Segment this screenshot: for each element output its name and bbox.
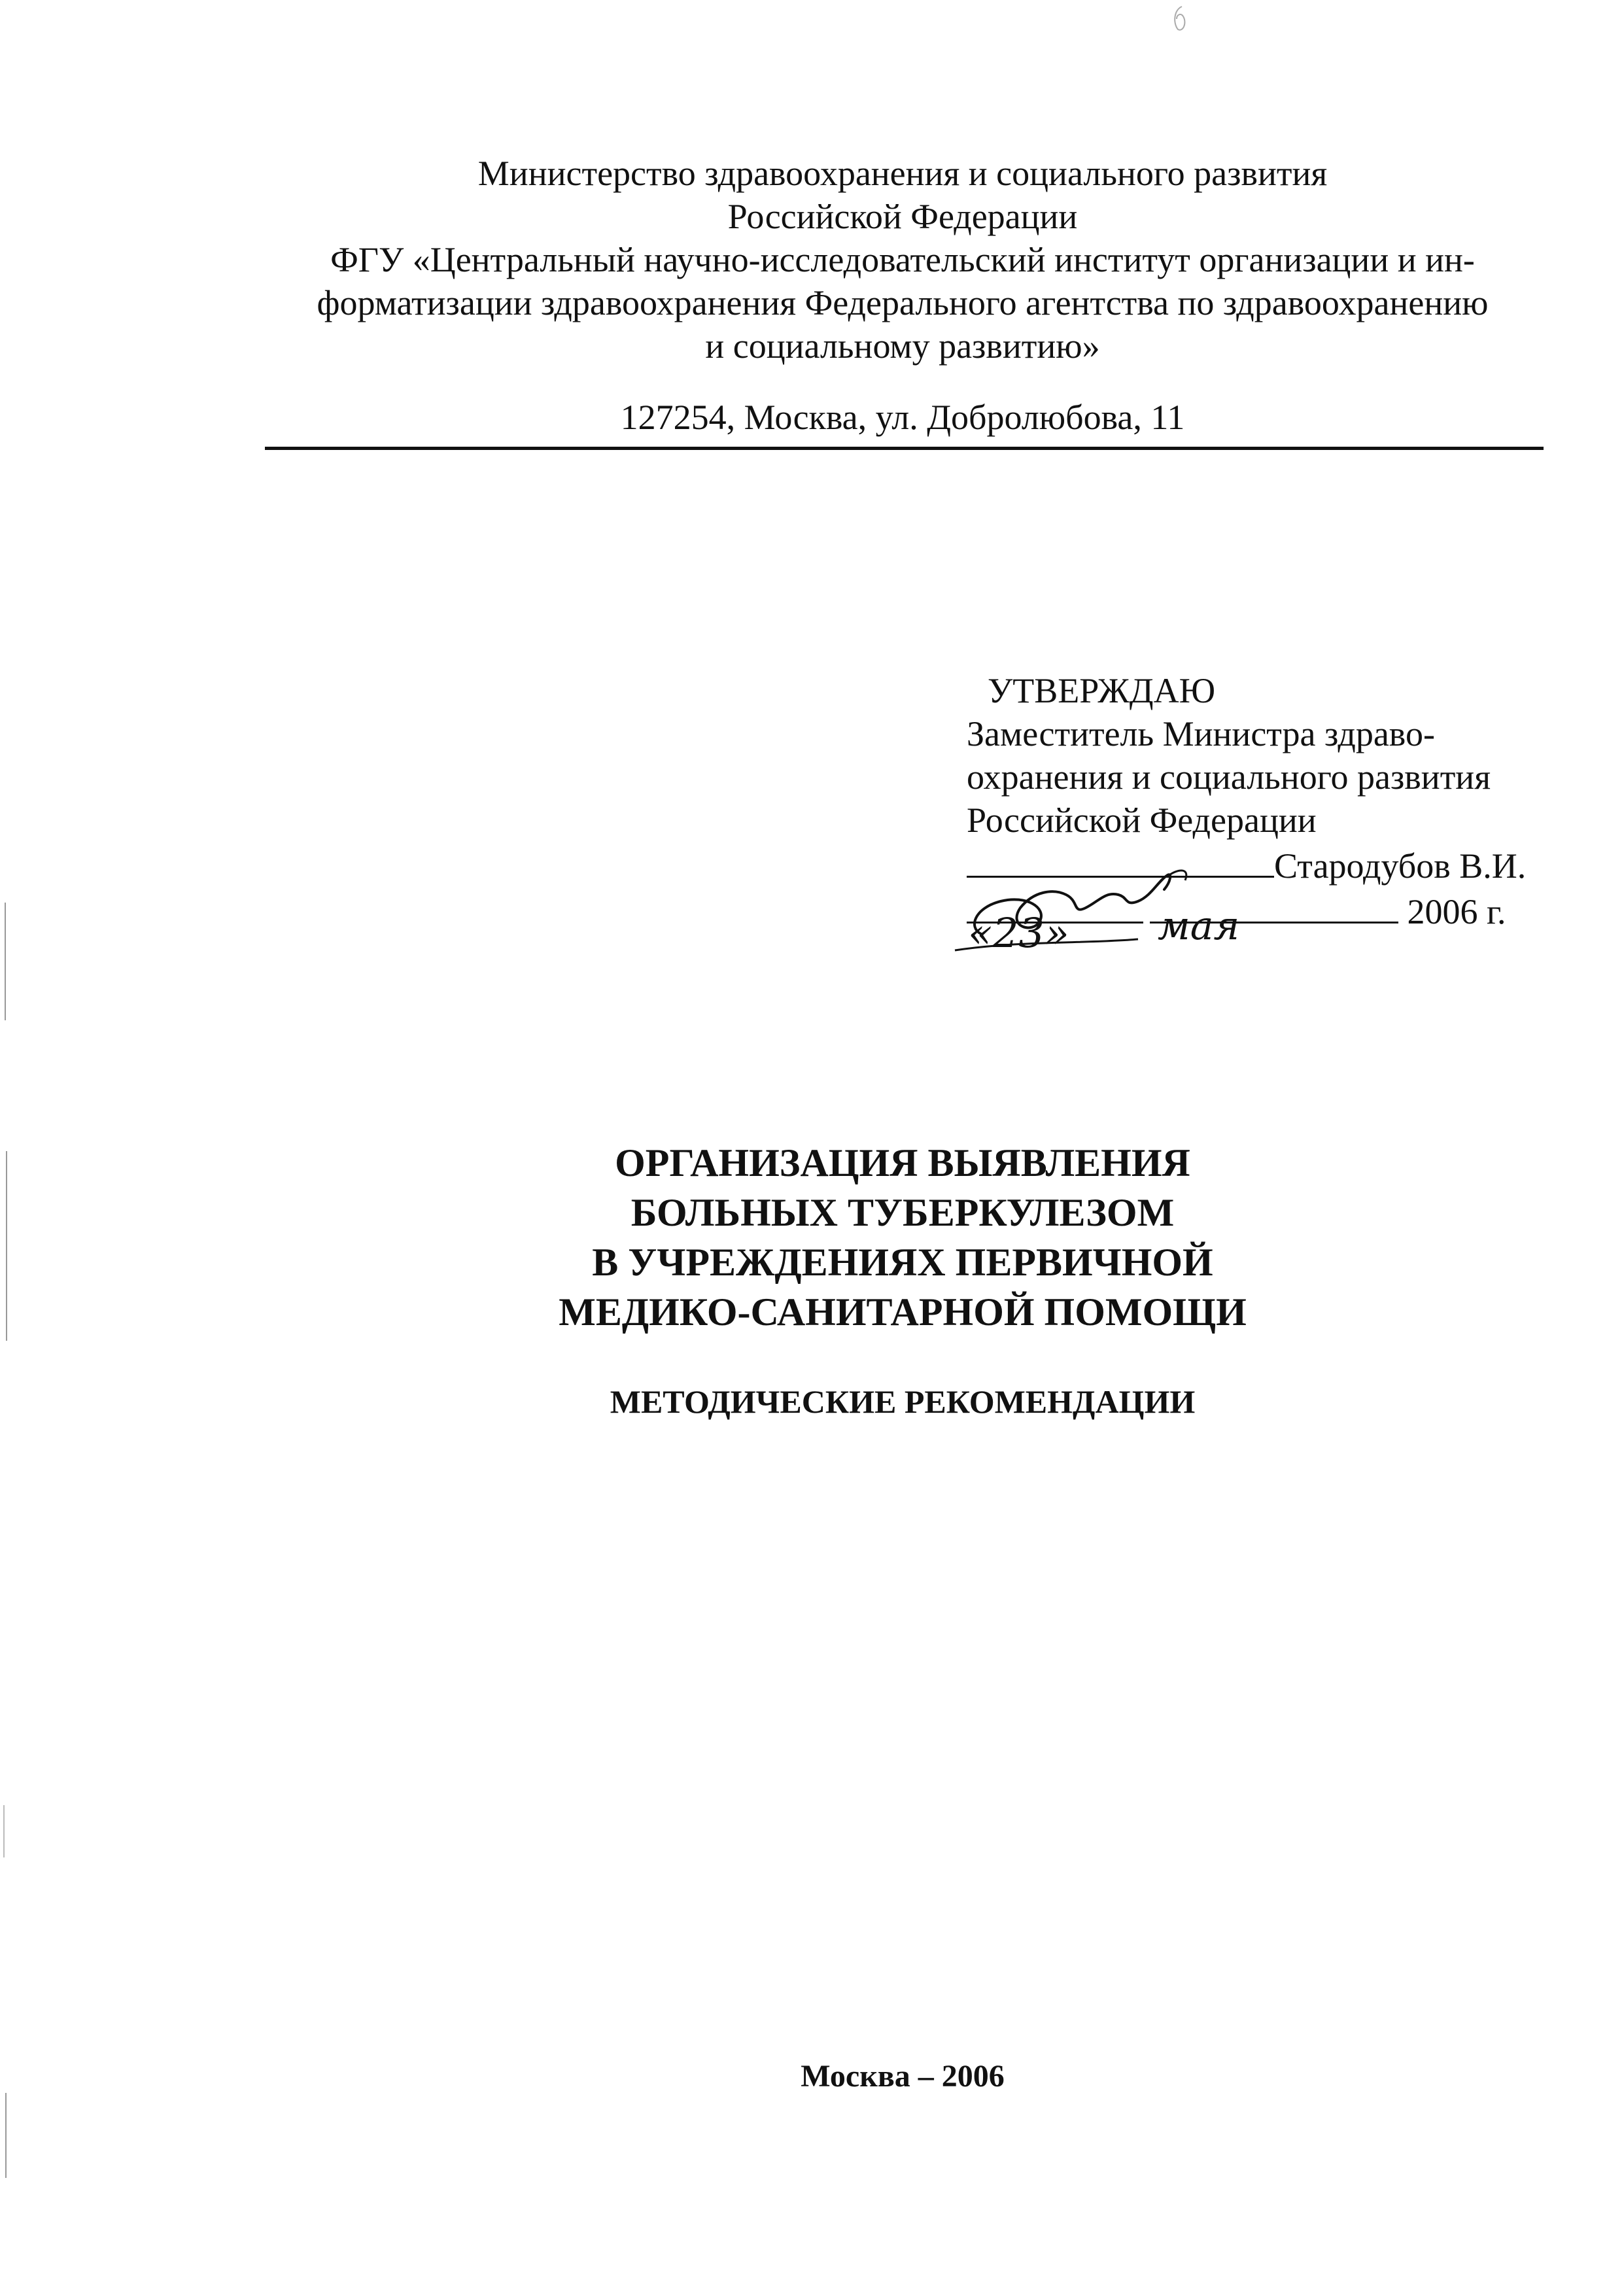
approval-position-line-3: Российской Федерации [967,801,1317,840]
ministry-line-1: Министерство здравоохранения и социального развития [477,154,1328,193]
document-title [392,1138,1413,1337]
organization-header [262,152,1544,368]
scan-artifact-left-edge [0,0,20,2295]
signature-line [967,842,1274,878]
header-divider [265,447,1544,450]
title-line-2: БОЛЬНЫХ ТУБЕРКУЛЕЗОМ [631,1191,1175,1234]
institute-line-3: и социальному развитию» [705,326,1100,366]
document-subtitle: МЕТОДИЧЕСКИЕ РЕКОМЕНДАЦИИ [610,1383,1196,1420]
title-line-3: В УЧРЕЖДЕНИЯХ ПЕРВИЧНОЙ [592,1241,1213,1284]
signatory-name: Стародубов В.И. [1274,846,1527,886]
approval-block [967,669,1526,933]
date-year: 2006 г. [1407,892,1506,931]
date-day-line [967,888,1143,923]
title-line-4: МЕДИКО-САНИТАРНОЙ ПОМОЩИ [559,1290,1247,1334]
ministry-line-2: Российской Федерации [727,197,1078,236]
title-line-1: ОРГАНИЗАЦИЯ ВЫЯВЛЕНИЯ [615,1141,1190,1184]
date-row [967,888,1526,933]
approval-position-line-2: охранения и социального развития [967,757,1491,797]
approval-position-line-1: Заместитель Министра здраво- [967,714,1435,753]
date-month-line [1150,888,1398,923]
place-and-year: Москва – 2006 [801,2059,1005,2094]
institute-line-1: ФГУ «Центральный научно-исследовательский институт организации и ин- [330,240,1475,279]
institute-line-2: форматизации здравоохранения Федерального агентства по здравоохранению [317,283,1489,322]
approval-heading: УТВЕРЖДАЮ [988,671,1216,710]
svg-text:«23»: «23» [968,909,1069,957]
pencil-mark [1167,3,1194,36]
signature-row [967,842,1526,888]
institute-address: 127254, Москва, ул. Добролюбова, 11 [620,398,1185,437]
svg-text:мая: мая [1158,903,1240,949]
